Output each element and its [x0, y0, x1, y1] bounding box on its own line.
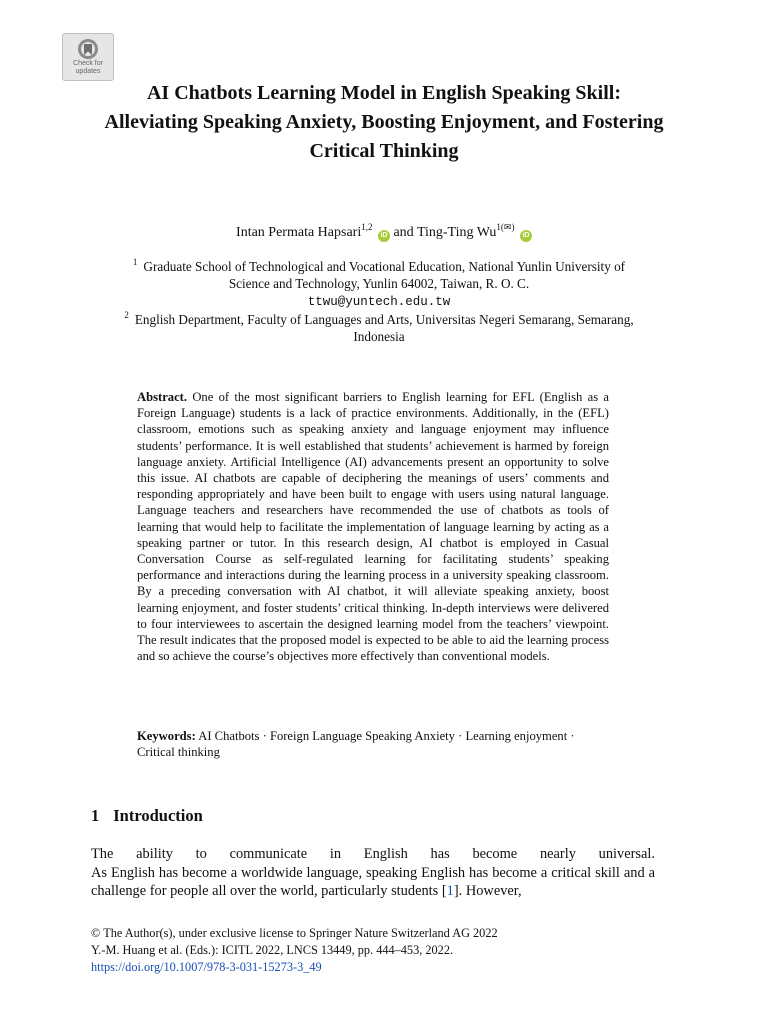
orcid-icon[interactable]: iD: [378, 230, 390, 242]
badge-label-1: Check for: [73, 60, 103, 67]
affiliation-number: 1: [132, 257, 138, 267]
affiliation-1: [90, 258, 668, 311]
abstract-text: One of the most significant barriers to English learning for EFL (English as a Foreign Language) students is a lack of practice environments. Additionally, in the (EFL) classroom, emotions such as speaking anxiety and language enjoyment may influence students’ performance. It is well established that students’ achievement is harmed by foreign language anxiety. Artificial Intelligence (AI) advancements present an opportunity to solve this issue. AI chatbots are capable of deciphering the meanings of users’ comments and responding appropriately and have been built to engage with users using natural language. Language teachers and researchers have recommended the use of chatbots as tools of learning that would help to facilitate the implementation of language learning by acting as a speaking partner or tutor. In this research design, AI chatbot is employed in Casual Conversation Course as self-regulated learning for facilitating students’ speaking performance and interactions during the learning process in a university speaking classroom. By a preceding conversation with AI chatbot, it will alleviate speaking anxiety, boost learning enjoyment, and foster students’ critical thinking. In-depth interviews were delivered to four interviewees to ascertain the designed learning model from the teachers’ viewpoint. The result indicates that the proposed model is expected to be able to aid the learning process and so achieve the course’s objectives more effectively than conventional models.: [137, 390, 609, 664]
bookmark-ribbon-icon: [77, 38, 99, 60]
intro-text: As English has become a worldwide language, speaking English has become a critical skill and a challenge for people all over the world, particularly students [: [91, 864, 655, 899]
orcid-icon[interactable]: iD: [520, 230, 532, 242]
intro-text-end: ]. However,: [453, 883, 522, 899]
abstract-label: Abstract.: [137, 390, 188, 404]
affiliation-2: [90, 311, 668, 345]
affiliation-line: Science and Technology, Yunlin 64002, Taiwan, R. O. C.: [228, 276, 530, 291]
author-name: Intan Permata Hapsari: [236, 225, 362, 240]
author-affiliation: 1(✉): [496, 222, 515, 232]
check-for-updates-badge[interactable]: [62, 33, 114, 81]
keywords-label: Keywords:: [137, 729, 196, 743]
affiliation-line: English Department, Faculty of Languages and Arts, Universitas Negeri Semarang, Semarang,: [134, 312, 634, 327]
citation-info: Y.-M. Huang et al. (Eds.): ICITL 2022, LNCS 13449, pp. 444–453, 2022.: [91, 943, 454, 957]
author-affiliation: 1,2: [361, 222, 373, 232]
section-title: Introduction: [113, 806, 203, 825]
intro-paragraph: [91, 845, 655, 901]
paper-title: AI Chatbots Learning Model in English Speaking Skill: Alleviating Speaking Anxiety, Boosting Enjoyment, and Fostering Critical Thinking: [104, 82, 664, 162]
keywords: [137, 728, 609, 760]
citation-link[interactable]: 1: [446, 883, 454, 899]
affiliation-number: 2: [124, 310, 129, 320]
keywords-text: AI Chatbots · Foreign Language Speaking Anxiety · Learning enjoyment · Critical thinking: [137, 729, 575, 760]
abstract: [137, 389, 609, 664]
author-name: Ting-Ting Wu: [416, 225, 497, 240]
intro-line-1: The ability to communicate in English has become nearly universal.: [91, 846, 655, 862]
doi-link[interactable]: https://doi.org/10.1007/978-3-031-15273-3_49: [91, 960, 322, 974]
affiliation-line: Graduate School of Technological and Vocational Education, National Yunlin University of: [143, 259, 626, 274]
email-link[interactable]: ttwu@yuntech.edu.tw: [307, 295, 451, 309]
affiliation-line: Indonesia: [353, 329, 405, 344]
section-heading: [91, 806, 203, 826]
section-number: 1: [91, 806, 100, 825]
author-connector: and: [393, 225, 414, 240]
copyright-notice: © The Author(s), under exclusive license to Springer Nature Switzerland AG 2022: [91, 926, 498, 940]
author-line: [100, 224, 668, 242]
footer: [91, 925, 498, 976]
badge-label-2: updates: [75, 68, 101, 75]
